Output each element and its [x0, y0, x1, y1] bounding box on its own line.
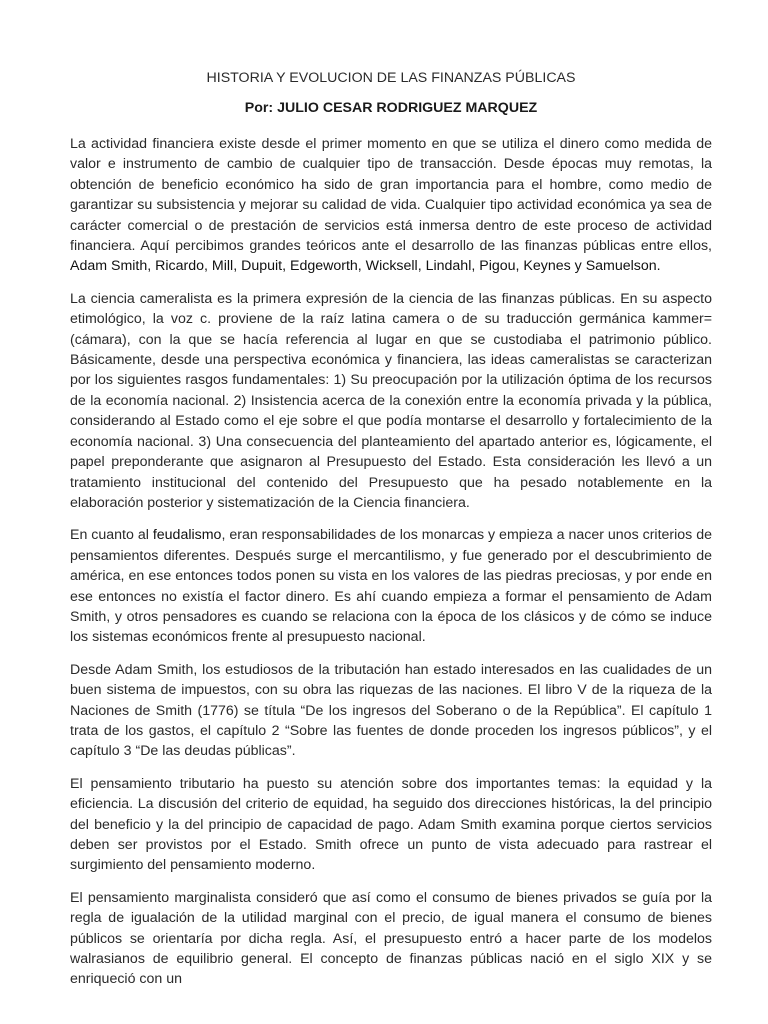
paragraph-text: El pensamiento marginalista consideró que así como el consumo de bienes privados se guía por la regla de igualación de la utilidad marginal con el precio, de igual manera el consumo de bienes públicos se orientaría por dicha regla. Así, el presupuesto entró a hacer parte de los modelos walrasianos de equilibrio general. El concepto de finanzas públicas nació en el siglo XIX y se enriqueció con un — [70, 889, 712, 988]
paragraph-text-cont: , eran responsabilidades de los monarcas y empieza a nacer unos criterios de pensamientos diferentes. Después surge el mercantilismo, y fue generado por el descubrimiento de américa, en ese entonces todos ponen su vista en los valores de las piedras preciosas, y por ende en ese entonces no existía el factor dinero. Es ahí cuando empieza a formar el pensamiento de Adam Smith, y otros pensadores es cuando se relaciona con la época de los clásicos y de cómo se induce los sistemas económicos frente al presupuesto nacional. — [70, 527, 712, 646]
paragraph-1 — [70, 134, 712, 277]
paragraph-text: En cuanto al — [70, 527, 153, 544]
document-title: HISTORIA Y EVOLUCION DE LAS FINANZAS PÚBLICAS — [206, 70, 576, 86]
paragraph-6 — [70, 888, 712, 990]
paragraph-5 — [70, 774, 712, 876]
paragraph-text: El pensamiento tributario ha puesto su atención sobre dos importantes temas: la equidad y la eficiencia. La discusión del criterio de equidad, ha seguido dos direcciones históricas, la del principio del beneficio y la del principio de capacidad de pago. Adam Smith examina porque ciertos servicios deben ser provistos por el Estado. Smith ofrece un punto de vista adecuado para rastrear el surgimiento del pensamiento moderno. — [70, 775, 712, 874]
paragraph-text: Desde Adam Smith, los estudiosos de la tributación han estado interesados en las cualidades de un buen sistema de impuestos, con su obra las riquezas de las naciones. El libro V de la riqueza de la Naciones de Smith (1776) se títula “De los ingresos del Soberano o de la República”. El capítulo 1 trata de los gastos, el capítulo 2 “Sobre las fuentes de donde proceden los ingresos públicos”, y el capítulo 3 “De las deudas públicas”. — [70, 661, 712, 760]
document-body — [70, 68, 712, 1002]
feudalismo-term: feudalismo — [152, 527, 222, 544]
paragraph-2 — [70, 289, 712, 513]
paragraph-4 — [70, 660, 712, 762]
paragraph-3 — [70, 525, 712, 647]
paragraph-text: La ciencia cameralista es la primera expresión de la ciencia de las finanzas públicas. En su aspecto etimológico, la voz c. proviene de la raíz latina camera o de su traducción germánica kammer=(cámara), con la que se hacía referencia al lugar en que se custodiaba el patrimonio público. Básicamente, desde una perspectiva económica y financiera, las ideas cameralistas se caracterizan por los siguientes rasgos fundamentales: 1) Su preocupación por la utilización óptima de los recursos de la economía nacional. 2) Insistencia acerca de la conexión entre la economía privada y la pública, considerando al Estado como el eje sobre el que podía montarse el desarrollo y fortalecimiento de la economía nacional. 3) Una consecuencia del planteamiento del apartado anterior es, lógicamente, el papel preponderante que asignaron al Presupuesto del Estado. Esta consideración les llevó a un tratamiento institucional del contenido del Presupuesto que ha pesado notablemente en la elaboración posterior y sistematización de la Ciencia financiera. — [70, 290, 712, 511]
paragraph-text: La actividad financiera existe desde el primer momento en que se utiliza el dinero como medida de valor e instrumento de cambio de cualquier tipo de transacción. Desde épocas muy remotas, la obtención de beneficio económico ha sido de gran importancia para el hombre, como medio de garantizar su subsistencia y mejorar su calidad de vida. Cualquier tipo actividad económica ya sea de carácter comercial o de prestación de servicios está inmersa dentro de este proceso de actividad financiera. Aquí percibimos grandes teóricos ante el desarrollo de las finanzas públicas entre ellos, — [70, 136, 712, 255]
economists-list: Adam Smith, Ricardo, Mill, Dupuit, Edgeworth, Wicksell, Lindahl, Pigou, Keynes y Samuelson. — [70, 258, 661, 275]
document-author: Por: JULIO CESAR RODRIGUEZ MARQUEZ — [244, 100, 538, 116]
